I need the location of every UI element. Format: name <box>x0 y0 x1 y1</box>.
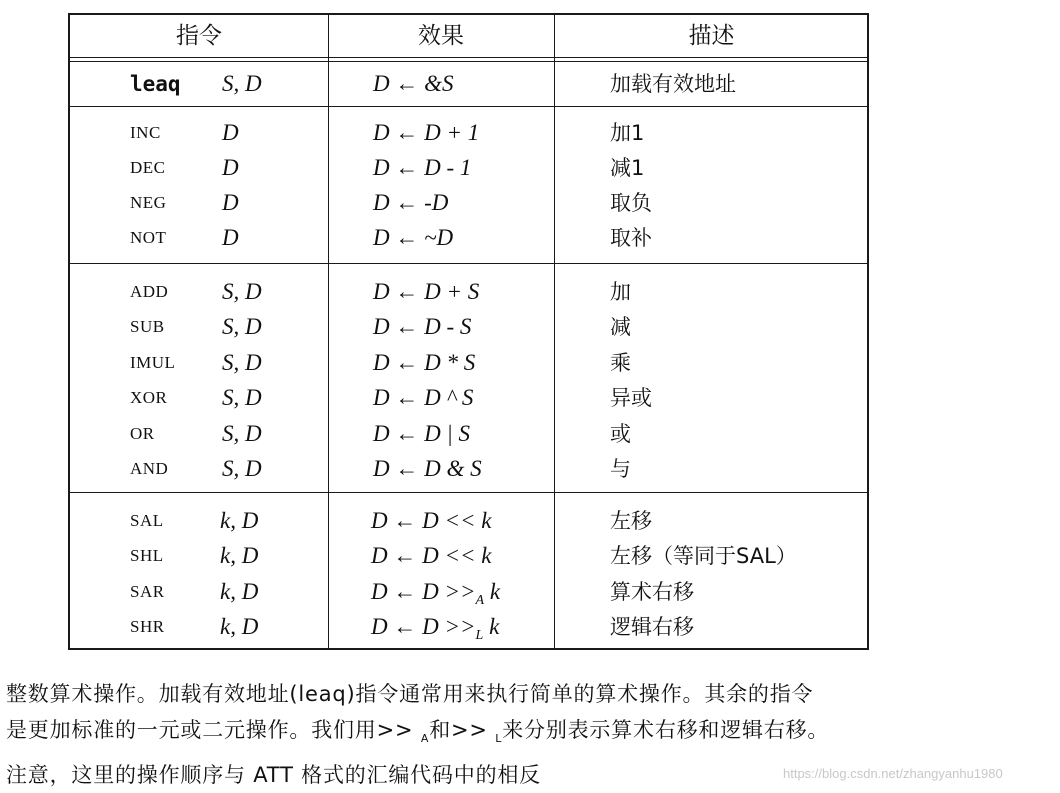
instruction-table <box>68 13 869 650</box>
operands: D <box>222 155 239 180</box>
caption-line-1: 整数算术操作。加载有效地址(leaq)指令通常用来执行简单的算术操作。其余的指令 <box>6 682 814 706</box>
effect: D ← ~D <box>373 225 454 250</box>
effect: D ← D + 1 <box>373 120 480 145</box>
table-row <box>70 417 867 451</box>
description: 取负 <box>610 191 652 215</box>
group-divider <box>70 263 867 264</box>
effect: D ← D & S <box>373 456 482 481</box>
opcode: AND <box>130 459 169 478</box>
operands: S, D <box>222 421 262 446</box>
opcode: SAR <box>130 582 165 601</box>
effect-subscript: L <box>475 628 484 643</box>
table-row <box>70 452 867 486</box>
opcode: NOT <box>130 228 167 247</box>
operands: S, D <box>222 456 262 481</box>
table-row <box>70 346 867 380</box>
effect-subscript: A <box>475 593 485 608</box>
effect <box>371 575 500 609</box>
opcode: SHR <box>130 617 165 636</box>
effect-tail: k <box>484 579 501 604</box>
opcode: ADD <box>130 282 169 301</box>
table-row <box>70 275 867 309</box>
opcode: DEC <box>130 158 166 177</box>
header-effect: 效果 <box>418 23 464 49</box>
table-row <box>70 116 867 150</box>
header-rule <box>70 61 867 62</box>
header-rule <box>70 57 867 58</box>
effect: D ← D ^ S <box>373 385 474 410</box>
description: 或 <box>610 422 631 446</box>
table-row <box>70 67 867 101</box>
table-row <box>70 221 867 255</box>
effect: D ← D - S <box>373 314 472 339</box>
effect-main: D ← D >> <box>371 579 476 604</box>
effect: D ← D * S <box>373 350 476 375</box>
table-row <box>70 310 867 344</box>
caption-subscript-a: A <box>420 732 430 746</box>
description: 与 <box>610 457 631 481</box>
effect-tail: k <box>483 614 500 639</box>
opcode: SHL <box>130 546 164 565</box>
operands: S, D <box>222 350 262 375</box>
operands: D <box>222 190 239 215</box>
group-divider <box>70 492 867 493</box>
operands: S, D <box>222 385 262 410</box>
description: 加 <box>610 280 631 304</box>
table-row <box>70 186 867 220</box>
description: 异或 <box>610 386 652 410</box>
opcode: INC <box>130 123 161 142</box>
effect: D ← D | S <box>373 421 471 446</box>
table-row <box>70 151 867 185</box>
effect-main: D ← D >> <box>371 614 476 639</box>
group-divider <box>70 106 867 107</box>
caption-text: 和>> <box>429 718 496 742</box>
opcode: leaq <box>130 72 181 96</box>
table-row <box>70 610 867 644</box>
caption-line-2 <box>6 712 1056 757</box>
description: 取补 <box>610 226 652 250</box>
description: 逻辑右移 <box>610 615 694 639</box>
caption-line-3: 注意，这里的操作顺序与 ATT 格式的汇编代码中的相反 <box>6 763 541 788</box>
description: 加1 <box>610 121 645 145</box>
operands: D <box>222 120 239 145</box>
operands: k, D <box>220 543 259 568</box>
description: 算术右移 <box>610 580 694 604</box>
opcode: XOR <box>130 388 168 407</box>
opcode: SUB <box>130 317 165 336</box>
effect: D ← D << k <box>371 543 492 568</box>
effect <box>371 610 499 644</box>
opcode: NEG <box>130 193 167 212</box>
opcode: SAL <box>130 511 164 530</box>
description: 左移 <box>610 509 652 533</box>
operands: k, D <box>220 579 259 604</box>
effect: D ← D - 1 <box>373 155 472 180</box>
caption-subscript-l: L <box>495 732 503 746</box>
operands: D <box>222 225 239 250</box>
description: 左移（等同于SAL） <box>610 544 797 568</box>
effect: D ← D + S <box>373 279 480 304</box>
header-description: 描述 <box>688 23 735 49</box>
operands: k, D <box>220 614 259 639</box>
opcode: IMUL <box>130 353 176 372</box>
table-row <box>70 539 867 573</box>
effect: D ← &S <box>373 71 454 96</box>
description: 减 <box>610 315 631 339</box>
operands: S, D <box>222 71 262 96</box>
operands: S, D <box>222 279 262 304</box>
table-row <box>70 575 867 609</box>
caption-text: 是更加标准的一元或二元操作。我们用>> <box>6 718 421 742</box>
description: 加载有效地址 <box>610 72 736 96</box>
operands: k, D <box>220 508 259 533</box>
table-row <box>70 381 867 415</box>
description: 乘 <box>610 351 631 375</box>
operands: S, D <box>222 314 262 339</box>
description: 减1 <box>610 156 645 180</box>
opcode: OR <box>130 424 155 443</box>
effect: D ← D << k <box>371 508 492 533</box>
header-instruction: 指令 <box>176 23 222 49</box>
effect: D ← -D <box>373 190 449 215</box>
caption-text: 来分别表示算术右移和逻辑右移。 <box>502 718 830 742</box>
table-row <box>70 504 867 538</box>
watermark: https://blog.csdn.net/zhangyanhu1980 <box>783 766 1003 781</box>
